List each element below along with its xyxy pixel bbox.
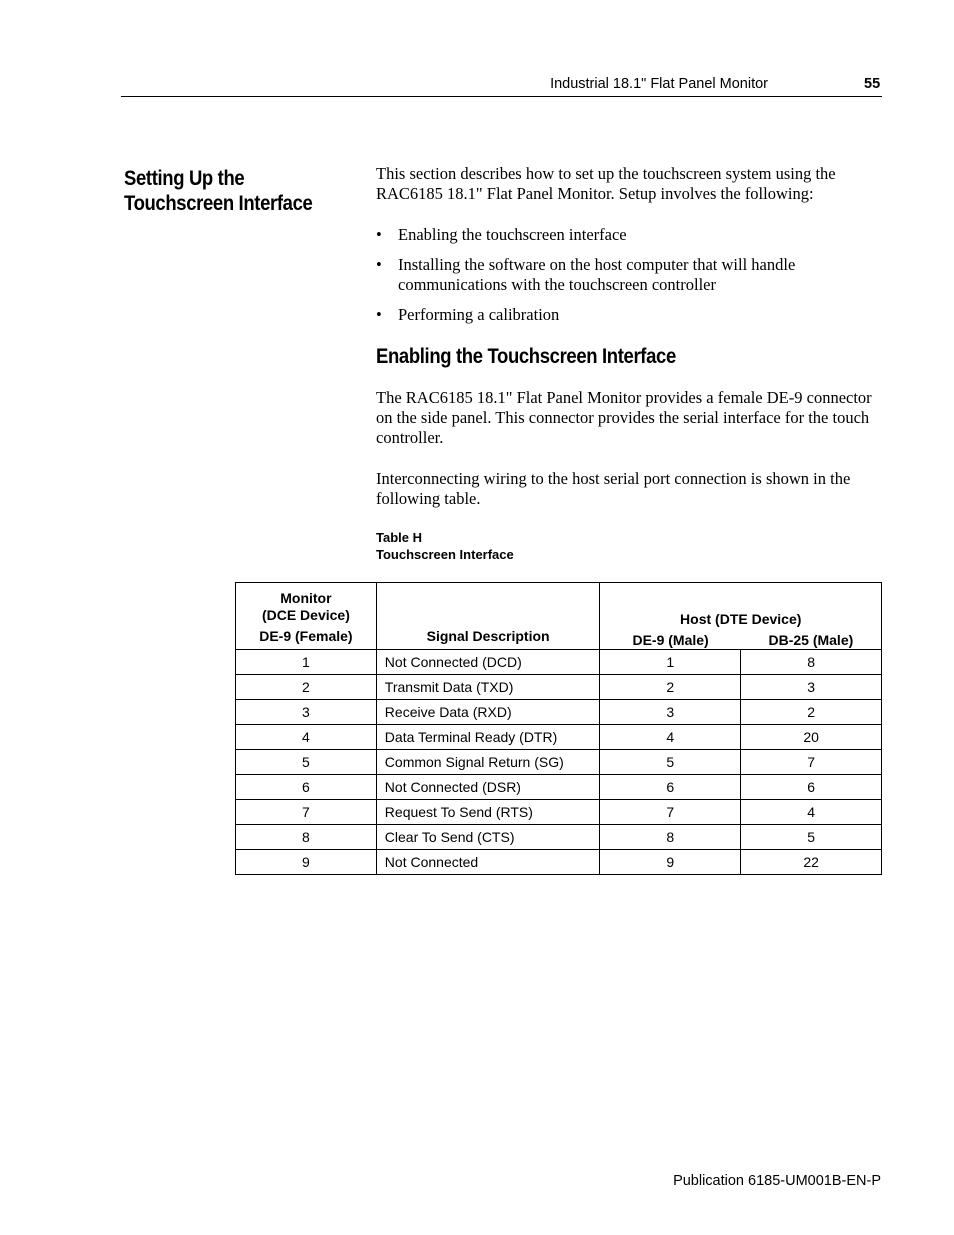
table-row xyxy=(236,850,882,875)
table-caption-label: Table H xyxy=(376,530,422,545)
host-de9-pin-cell: 8 xyxy=(600,825,741,850)
host-de9-pin-cell: 3 xyxy=(600,700,741,725)
host-de9-pin-cell: 2 xyxy=(600,675,741,700)
touchscreen-interface-table xyxy=(235,582,882,875)
list-item xyxy=(376,255,882,295)
connector-paragraph: The RAC6185 18.1" Flat Panel Monitor provides a female DE-9 connector on the side panel. This connector provides the serial interface for the touch controller. xyxy=(376,388,872,447)
host-de9-header: DE-9 (Male) xyxy=(632,632,709,648)
table-row xyxy=(236,650,882,675)
host-db25-pin-cell: 6 xyxy=(741,775,882,800)
signal-description-cell: Receive Data (RXD) xyxy=(376,700,600,725)
monitor-pin-cell: 4 xyxy=(236,725,377,750)
signal-description-cell: Transmit Data (TXD) xyxy=(376,675,600,700)
host-de9-pin-cell: 4 xyxy=(600,725,741,750)
publication-footer: Publication 6185-UM001B-EN-P xyxy=(673,1173,881,1189)
monitor-pin-cell: 1 xyxy=(236,650,377,675)
section-heading-line-1: Setting Up the xyxy=(124,167,245,190)
section-heading xyxy=(124,166,326,216)
host-db25-pin-cell: 2 xyxy=(741,700,882,725)
bullet-icon: • xyxy=(376,225,382,244)
monitor-pin-cell: 5 xyxy=(236,750,377,775)
signal-description-cell: Not Connected xyxy=(376,850,600,875)
page-number: 55 xyxy=(864,76,881,92)
running-header-title: Industrial 18.1" Flat Panel Monitor xyxy=(550,76,768,92)
table-row xyxy=(236,800,882,825)
signal-description-cell: Not Connected (DSR) xyxy=(376,775,600,800)
table-row xyxy=(236,825,882,850)
host-db25-header: DB-25 (Male) xyxy=(768,632,854,648)
list-item xyxy=(376,225,882,245)
table-row xyxy=(236,725,882,750)
table-row xyxy=(236,775,882,800)
host-db25-pin-cell: 3 xyxy=(741,675,882,700)
host-db25-pin-cell: 20 xyxy=(741,725,882,750)
host-header-title: Host (DTE Device) xyxy=(680,611,802,627)
monitor-pin-cell: 7 xyxy=(236,800,377,825)
signal-description-cell: Common Signal Return (SG) xyxy=(376,750,600,775)
section-heading-line-2: Touchscreen Interface xyxy=(124,192,313,215)
host-de9-pin-cell: 5 xyxy=(600,750,741,775)
table-caption xyxy=(376,529,514,563)
table-header-row xyxy=(236,583,882,650)
host-de9-pin-cell: 6 xyxy=(600,775,741,800)
setup-steps-list xyxy=(376,225,882,335)
host-db25-pin-cell: 4 xyxy=(741,800,882,825)
monitor-pin-cell: 2 xyxy=(236,675,377,700)
monitor-column-header xyxy=(236,583,377,650)
host-de9-pin-cell: 7 xyxy=(600,800,741,825)
monitor-header-line-2: (DCE Device) xyxy=(261,607,350,623)
signal-description-cell: Clear To Send (CTS) xyxy=(376,825,600,850)
host-db25-pin-cell: 7 xyxy=(741,750,882,775)
list-item-text: Installing the software on the host computer that will handle communications with the touchscreen controller xyxy=(398,255,796,294)
wiring-paragraph: Interconnecting wiring to the host serial port connection is shown in the following table. xyxy=(376,469,851,508)
host-column-header xyxy=(600,583,882,650)
list-item xyxy=(376,305,882,325)
signal-description-cell: Not Connected (DCD) xyxy=(376,650,600,675)
monitor-pin-cell: 6 xyxy=(236,775,377,800)
header-rule xyxy=(121,96,882,97)
host-db25-pin-cell: 5 xyxy=(741,825,882,850)
subsection-heading: Enabling the Touchscreen Interface xyxy=(376,345,676,368)
host-de9-pin-cell: 1 xyxy=(600,650,741,675)
table-row xyxy=(236,700,882,725)
host-db25-pin-cell: 8 xyxy=(741,650,882,675)
monitor-pin-cell: 9 xyxy=(236,850,377,875)
table-row xyxy=(236,750,882,775)
signal-description-cell: Request To Send (RTS) xyxy=(376,800,600,825)
monitor-header-line-3: DE-9 (Female) xyxy=(259,628,353,644)
table-row xyxy=(236,675,882,700)
monitor-header-line-1: Monitor xyxy=(280,590,332,606)
table-caption-title: Touchscreen Interface xyxy=(376,547,514,562)
monitor-pin-cell: 8 xyxy=(236,825,377,850)
host-de9-pin-cell: 9 xyxy=(600,850,741,875)
list-item-text: Enabling the touchscreen interface xyxy=(398,225,627,244)
bullet-icon: • xyxy=(376,305,382,324)
list-item-text: Performing a calibration xyxy=(398,305,560,324)
signal-column-header: Signal Description xyxy=(376,583,600,650)
intro-paragraph: This section describes how to set up the touchscreen system using the RAC6185 18.1" Flat Panel Monitor. Setup involves the following: xyxy=(376,164,836,203)
host-db25-pin-cell: 22 xyxy=(741,850,882,875)
monitor-pin-cell: 3 xyxy=(236,700,377,725)
signal-description-cell: Data Terminal Ready (DTR) xyxy=(376,725,600,750)
bullet-icon: • xyxy=(376,255,382,274)
